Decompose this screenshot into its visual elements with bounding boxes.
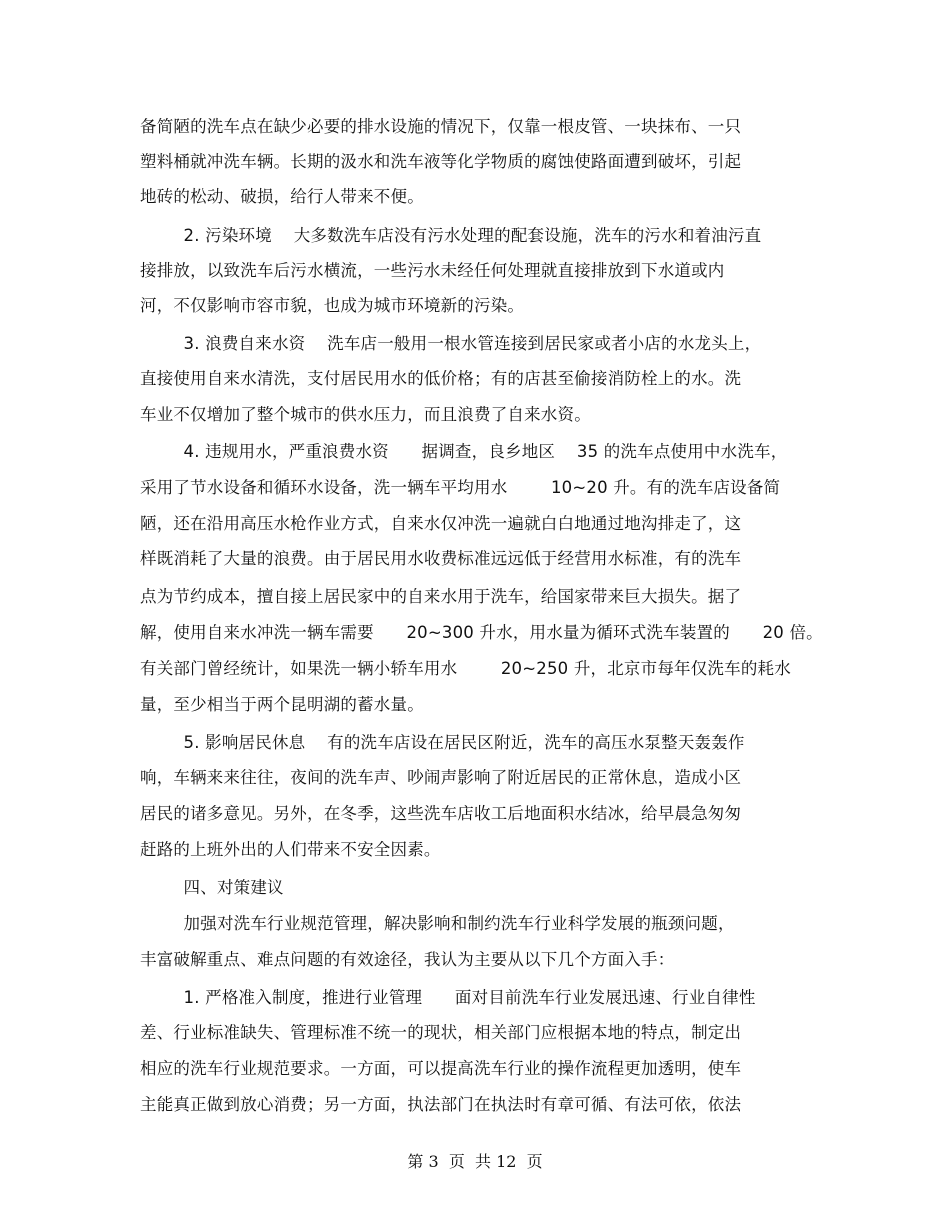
text-line: 4. 违规用水，严重浪费水资 据调查，良乡地区 35 的洗车点使用中水洗车， bbox=[140, 442, 788, 461]
text-line: 接排放，以致洗车后污水横流，一些污水未经任何处理就直接排放到下水道或内 bbox=[140, 261, 725, 280]
text-line: 直接使用自来水清洗，支付居民用水的低价格；有的店甚至偷接消防栓上的水。洗 bbox=[140, 369, 742, 388]
text-line: 地砖的松动、破损，给行人带来不便。 bbox=[140, 187, 424, 206]
text-line: 解，使用自来水冲洗一辆车需要 20~300 升水，用水量为循环式洗车装置的 20 倍。 bbox=[140, 623, 823, 642]
text-line: 塑料桶就冲洗车辆。长期的汲水和洗车液等化学物质的腐蚀使路面遭到破坏，引起 bbox=[140, 152, 742, 171]
text-line: 加强对洗车行业规范管理，解决影响和制约洗车行业科学发展的瓶颈问题， bbox=[140, 914, 735, 933]
text-line: 差、行业标准缺失、管理标准不统一的现状，相关部门应根据本地的特点，制定出 bbox=[140, 1023, 742, 1042]
text-line: 陋，还在沿用高压水枪作业方式，自来水仅冲洗一遍就白白地通过地沟排走了，这 bbox=[140, 514, 742, 533]
text-line: 河，不仅影响市容市貌，也成为城市环境新的污染。 bbox=[140, 296, 525, 315]
text-line: 备简陋的洗车点在缺少必要的排水设施的情况下，仅靠一根皮管、一块抹布、一只 bbox=[140, 117, 742, 136]
text-line: 车业不仅增加了整个城市的供水压力，而且浪费了自来水资。 bbox=[140, 405, 591, 424]
text-line: 响，车辆来来往往，夜间的洗车声、吵闹声影响了附近居民的正常休息，造成小区 bbox=[140, 768, 742, 787]
text-line: 量，至少相当于两个昆明湖的蓄水量。 bbox=[140, 695, 424, 714]
text-line: 3. 浪费自来水资 洗车店一般用一根水管连接到居民家或者小店的水龙头上， bbox=[140, 334, 762, 353]
section-heading: 四、对策建议 bbox=[140, 878, 284, 897]
text-line: 采用了节水设备和循环水设备，洗一辆车平均用水 10~20 升。有的洗车店设备简 bbox=[140, 478, 781, 497]
text-line: 样既消耗了大量的浪费。由于居民用水收费标准远远低于经营用水标准，有的洗车 bbox=[140, 549, 742, 568]
text-line: 2. 污染环境 大多数洗车店没有污水处理的配套设施，洗车的污水和着油污直 bbox=[140, 226, 762, 245]
text-line: 相应的洗车行业规范要求。一方面，可以提高洗车行业的操作流程更加透明，使车 bbox=[140, 1059, 742, 1078]
text-line: 居民的诸多意见。另外，在冬季，这些洗车店收工后地面积水结冰，给早晨急匆匆 bbox=[140, 804, 742, 823]
text-line: 1. 严格准入制度，推进行业管理 面对目前洗车行业发展迅速、行业自律性 bbox=[140, 988, 756, 1007]
text-line: 有关部门曾经统计，如果洗一辆小轿车用水 20~250 升，北京市每年仅洗车的耗水 bbox=[140, 659, 791, 678]
page-number-footer: 第 3 页 共 12 页 bbox=[407, 1152, 543, 1171]
text-line: 丰富破解重点、难点问题的有效途径，我认为主要从以下几个方面入手： bbox=[140, 950, 675, 969]
text-line: 赶路的上班外出的人们带来不安全因素。 bbox=[140, 840, 441, 859]
text-line: 主能真正做到放心消费；另一方面，执法部门在执法时有章可循、有法可依，依法 bbox=[140, 1095, 742, 1114]
text-line: 点为节约成本，擅自接上居民家中的自来水用于洗车，给国家带来巨大损失。据了 bbox=[140, 587, 742, 606]
text-line: 5. 影响居民休息 有的洗车店设在居民区附近，洗车的高压水泵整天轰轰作 bbox=[140, 733, 745, 752]
